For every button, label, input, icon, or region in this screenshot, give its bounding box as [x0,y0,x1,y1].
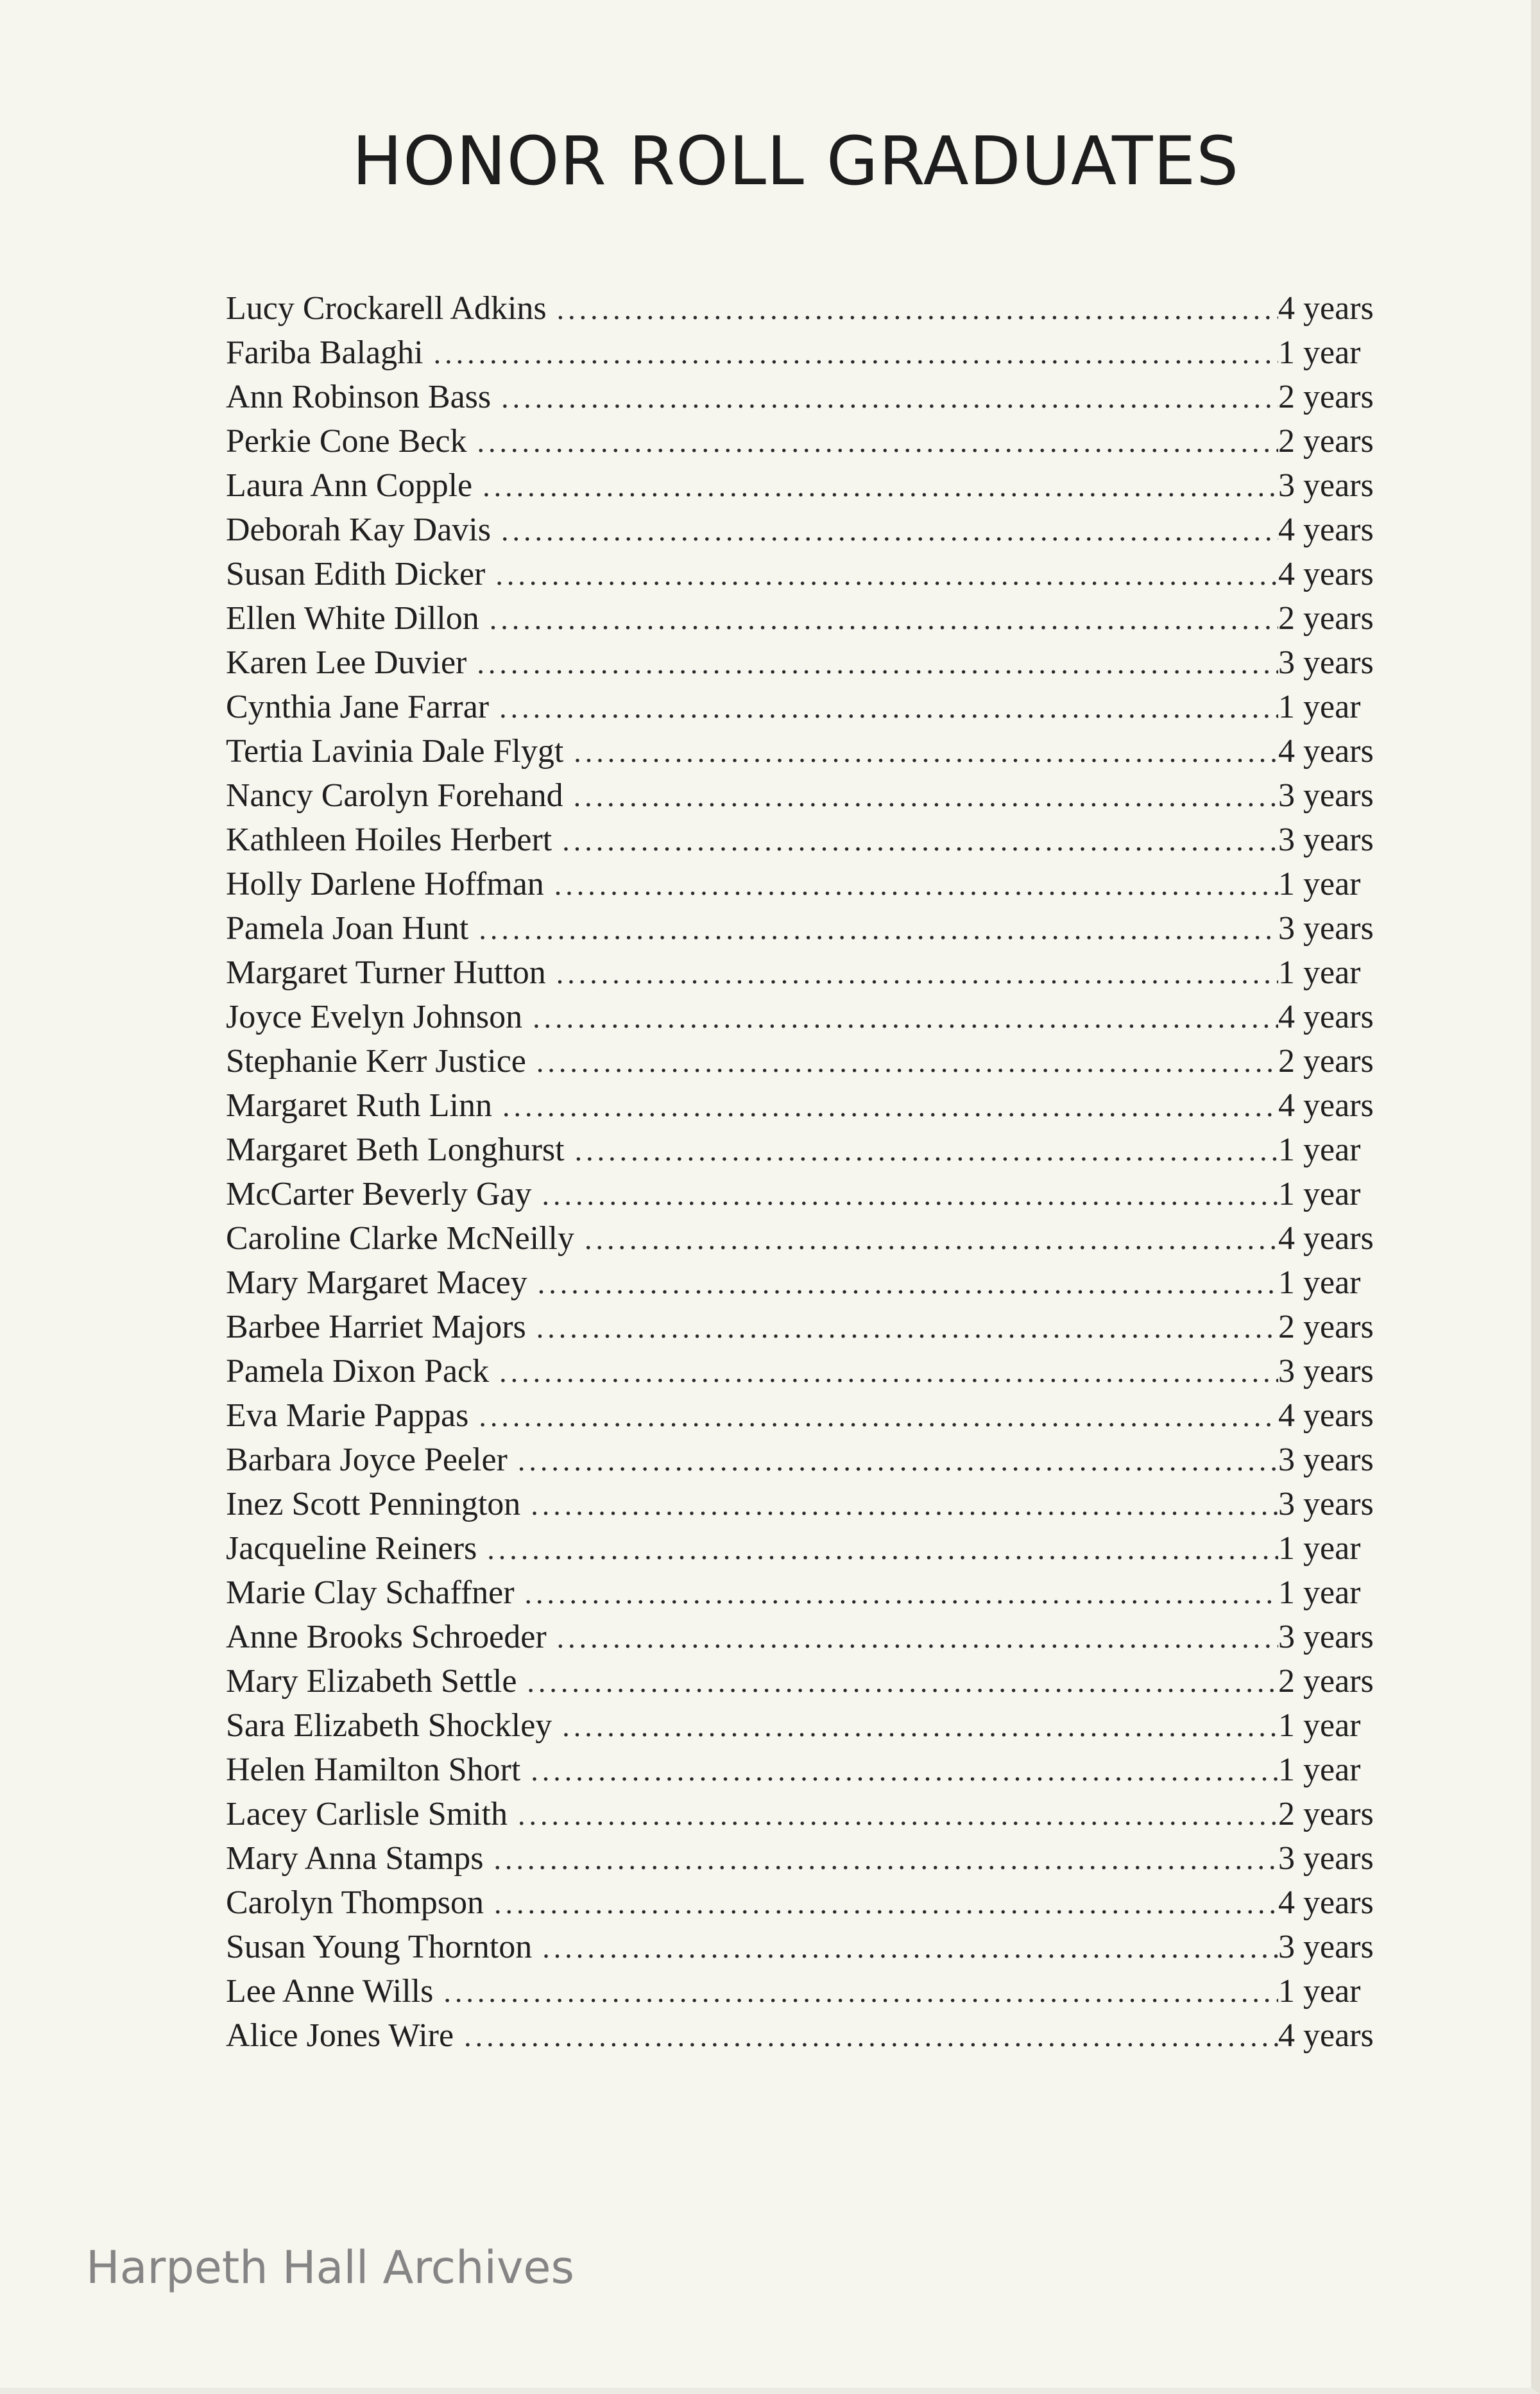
graduate-name: Susan Young Thornton [226,1929,533,1965]
graduate-years: 3 years [1278,1486,1374,1522]
graduate-name: Alice Jones Wire [226,2017,454,2054]
dot-leader [531,1483,1278,1527]
graduate-name: Lucy Crockarell Adkins [226,290,547,327]
archive-watermark: Harpeth Hall Archives [86,2241,574,2294]
graduate-name: Lee Anne Wills [226,1973,434,2010]
graduate-years: 4 years [1278,1087,1374,1124]
graduate-row [226,951,1394,995]
graduate-row [226,1128,1394,1172]
dot-leader [483,464,1278,508]
graduate-row [226,1216,1394,1261]
graduate-row [226,1083,1394,1128]
graduate-name: Helen Hamilton Short [226,1752,521,1788]
graduate-name: Stephanie Kerr Justice [226,1043,526,1080]
graduate-years: 4 years [1278,1220,1374,1257]
graduate-name: Sara Elizabeth Shockley [226,1707,552,1744]
graduate-row [226,1748,1394,1792]
graduate-row [226,1526,1394,1571]
graduate-years: 3 years [1278,644,1374,681]
graduate-years: 1 year [1278,1176,1361,1212]
graduate-row [226,995,1394,1039]
graduate-years: 1 year [1278,1264,1361,1301]
graduate-name: Holly Darlene Hoffman [226,866,544,902]
graduate-years: 3 years [1278,1442,1374,1478]
graduate-row [226,375,1394,419]
dot-leader [434,331,1278,375]
dot-leader [518,1438,1278,1483]
graduate-name: Laura Ann Copple [226,467,473,504]
graduate-years: 1 year [1278,689,1361,725]
graduate-name: Caroline Clarke McNeilly [226,1220,574,1257]
graduate-row [226,685,1394,729]
graduate-row [226,1305,1394,1349]
dot-leader [464,2014,1278,2058]
graduate-row [226,862,1394,906]
graduate-row [226,1261,1394,1305]
dot-leader [477,641,1278,685]
dot-leader [499,685,1278,730]
graduate-name: Margaret Ruth Linn [226,1087,492,1124]
dot-leader [538,1261,1278,1305]
graduate-name: Margaret Turner Hutton [226,954,546,991]
dot-leader [554,863,1278,907]
graduate-row [226,2013,1394,2058]
dot-leader [518,1793,1278,1837]
dot-leader [501,508,1278,553]
dot-leader [542,1925,1278,1970]
graduate-years: 2 years [1278,600,1374,637]
graduate-years: 4 years [1278,290,1374,327]
graduate-row [226,1482,1394,1526]
dot-leader [542,1173,1278,1217]
dot-leader [536,1305,1278,1350]
graduate-years: 4 years [1278,733,1374,770]
graduate-row [226,463,1394,508]
graduate-row [226,1703,1394,1748]
graduate-name: Cynthia Jane Farrar [226,689,490,725]
graduate-years: 2 years [1278,1663,1374,1700]
graduate-row [226,1792,1394,1836]
graduate-years: 3 years [1278,1353,1374,1390]
graduate-row [226,906,1394,951]
dot-leader [575,1128,1278,1173]
graduate-years: 4 years [1278,2017,1374,2054]
graduate-years: 3 years [1278,1840,1374,1877]
dot-leader [536,1040,1278,1084]
graduate-row [226,729,1394,773]
graduate-row [226,286,1394,331]
dot-leader [585,1217,1278,1261]
dot-leader [494,1837,1278,1881]
graduate-years: 2 years [1278,1043,1374,1080]
dot-leader [495,553,1278,597]
dot-leader [479,907,1278,951]
graduate-years: 1 year [1278,1574,1361,1611]
dot-leader [533,995,1278,1040]
graduate-name: Jacqueline Reiners [226,1530,477,1567]
graduate-name: Carolyn Thompson [226,1884,484,1921]
graduate-years: 3 years [1278,822,1374,858]
graduate-row [226,1925,1394,1969]
graduate-years: 3 years [1278,910,1374,947]
graduate-years: 4 years [1278,1397,1374,1434]
graduate-name: Lacey Carlisle Smith [226,1796,508,1832]
graduate-name: Susan Edith Dicker [226,556,486,592]
graduate-row [226,1039,1394,1083]
graduate-name: Kathleen Hoiles Herbert [226,822,552,858]
graduate-name: Mary Anna Stamps [226,1840,484,1877]
graduate-row [226,773,1394,818]
graduate-row [226,1349,1394,1393]
dot-leader [479,1394,1278,1438]
graduate-years: 1 year [1278,954,1361,991]
graduate-years: 1 year [1278,1973,1361,2010]
dot-leader [562,1704,1278,1748]
dot-leader [494,1881,1278,1925]
dot-leader [501,375,1278,420]
dot-leader [557,1615,1278,1660]
graduate-years: 3 years [1278,777,1374,814]
graduate-years: 4 years [1278,999,1374,1035]
graduate-row [226,641,1394,685]
dot-leader [443,1970,1278,2014]
graduate-name: McCarter Beverly Gay [226,1176,532,1212]
dot-leader [556,951,1278,995]
graduate-name: Eva Marie Pappas [226,1397,469,1434]
graduate-years: 4 years [1278,512,1374,548]
graduate-name: Fariba Balaghi [226,334,424,371]
graduate-name: Anne Brooks Schroeder [226,1619,547,1655]
graduate-row [226,419,1394,463]
dot-leader [499,1350,1278,1394]
graduate-row [226,552,1394,596]
page-title: HONOR ROLL GRADUATES [352,122,1240,200]
graduate-years: 3 years [1278,1619,1374,1655]
graduate-name: Ann Robinson Bass [226,379,492,415]
graduate-years: 1 year [1278,334,1361,371]
graduate-years: 4 years [1278,556,1374,592]
graduate-row [226,508,1394,552]
graduate-years: 1 year [1278,1530,1361,1567]
graduate-years: 2 years [1278,1309,1374,1345]
graduate-row [226,1659,1394,1703]
graduate-name: Barbee Harriet Majors [226,1309,526,1345]
graduate-row [226,596,1394,641]
dot-leader [557,287,1278,331]
graduate-years: 1 year [1278,866,1361,902]
graduate-name: Mary Margaret Macey [226,1264,527,1301]
graduate-row [226,1881,1394,1925]
graduate-row [226,1969,1394,2013]
graduate-years: 1 year [1278,1707,1361,1744]
dot-leader [525,1571,1278,1615]
graduate-name: Perkie Cone Beck [226,423,467,460]
dot-leader [487,1527,1278,1571]
graduate-row [226,1438,1394,1482]
graduate-row [226,1571,1394,1615]
graduate-row [226,1393,1394,1438]
graduate-name: Mary Elizabeth Settle [226,1663,517,1700]
dot-leader [562,818,1278,863]
graduate-name: Pamela Dixon Pack [226,1353,490,1390]
graduate-years: 3 years [1278,1929,1374,1965]
dot-leader [490,597,1278,641]
graduate-years: 3 years [1278,467,1374,504]
dot-leader [531,1748,1278,1793]
dot-leader [477,420,1278,464]
graduate-name: Margaret Beth Longhurst [226,1132,565,1168]
graduate-years: 4 years [1278,1884,1374,1921]
graduate-name: Marie Clay Schaffner [226,1574,515,1611]
graduate-years: 2 years [1278,423,1374,460]
graduate-row [226,331,1394,375]
graduate-name: Karen Lee Duvier [226,644,467,681]
graduate-years: 1 year [1278,1132,1361,1168]
graduate-years: 2 years [1278,379,1374,415]
graduate-row [226,818,1394,862]
graduate-row [226,1172,1394,1216]
graduate-name: Barbara Joyce Peeler [226,1442,508,1478]
graduate-name: Ellen White Dillon [226,600,479,637]
graduate-name: Pamela Joan Hunt [226,910,469,947]
graduate-name: Inez Scott Pennington [226,1486,521,1522]
graduate-years: 1 year [1278,1752,1361,1788]
dot-leader [574,730,1278,774]
dot-leader [502,1084,1278,1128]
graduate-row [226,1615,1394,1659]
graduate-name: Deborah Kay Davis [226,512,491,548]
graduate-name: Nancy Carolyn Forehand [226,777,563,814]
dot-leader [527,1660,1278,1704]
graduate-row [226,1836,1394,1881]
graduates-list [226,286,1394,2058]
graduate-years: 2 years [1278,1796,1374,1832]
graduate-name: Tertia Lavinia Dale Flygt [226,733,564,770]
graduate-name: Joyce Evelyn Johnson [226,999,523,1035]
dot-leader [574,774,1278,818]
